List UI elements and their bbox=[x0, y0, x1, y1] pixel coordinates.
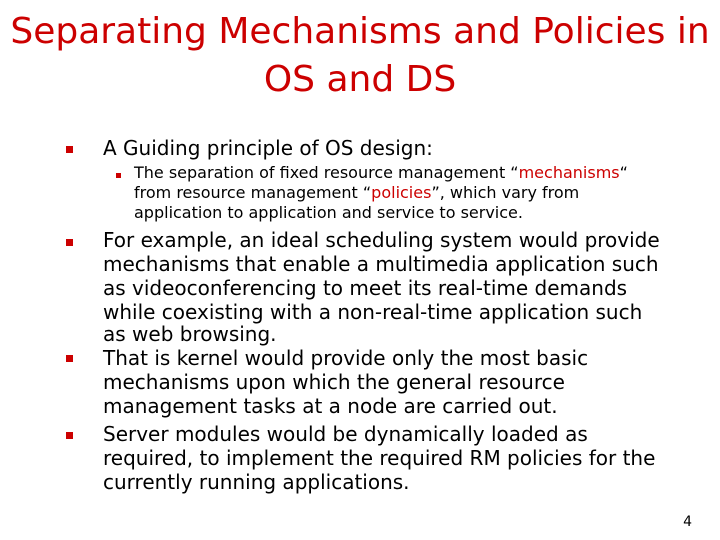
bullet-square-icon bbox=[66, 239, 88, 245]
bullet-square-icon bbox=[66, 355, 88, 361]
sub-bullet-line-1-quote: “ bbox=[619, 163, 628, 182]
bullet-3-line: That is kernel would provide only the most basic bbox=[103, 346, 589, 370]
sub-bullet-line-2-rest: ”, which vary from bbox=[431, 183, 580, 202]
sub-bullet-line-1-text: The separation of fixed resource management “ bbox=[134, 163, 519, 182]
bullet-2-line: as web browsing. bbox=[103, 322, 277, 346]
bullet-4-line: currently running applications. bbox=[103, 470, 410, 494]
bullet-4-line: Server modules would be dynamically loaded as bbox=[103, 422, 588, 446]
policies-highlight: policies bbox=[371, 183, 432, 202]
sub-bullet-line-1 bbox=[134, 163, 628, 183]
bullet-3-line: management tasks at a node are carried out. bbox=[103, 394, 558, 418]
bullet-1-text: A Guiding principle of OS design: bbox=[103, 136, 433, 160]
slide-title bbox=[0, 8, 720, 104]
bullet-3-line: mechanisms upon which the general resource bbox=[103, 370, 565, 394]
sub-bullet-square-icon bbox=[116, 173, 121, 178]
sub-bullet-line-3: application to application and service to service. bbox=[134, 203, 523, 222]
bullet-2-line: For example, an ideal scheduling system would provide bbox=[103, 228, 660, 252]
sub-bullet-line-2 bbox=[134, 183, 579, 203]
bullet-square-icon bbox=[66, 146, 88, 152]
page-number: 4 bbox=[683, 514, 692, 530]
bullet-4-line: required, to implement the required RM policies for the bbox=[103, 446, 656, 470]
bullet-2-line: while coexisting with a non-real-time application such bbox=[103, 300, 643, 324]
sub-bullet-line-2-text: from resource management “ bbox=[134, 183, 372, 202]
bullet-square-icon bbox=[66, 432, 88, 438]
bullet-2-line: mechanisms that enable a multimedia application such bbox=[103, 252, 659, 276]
mechanisms-highlight: mechanisms bbox=[518, 163, 620, 182]
slide-title-line-1: Separating Mechanisms and Policies in bbox=[10, 11, 710, 52]
bullet-2-line: as videoconferencing to meet its real-time demands bbox=[103, 276, 628, 300]
slide-title-line-2: OS and DS bbox=[263, 59, 457, 100]
